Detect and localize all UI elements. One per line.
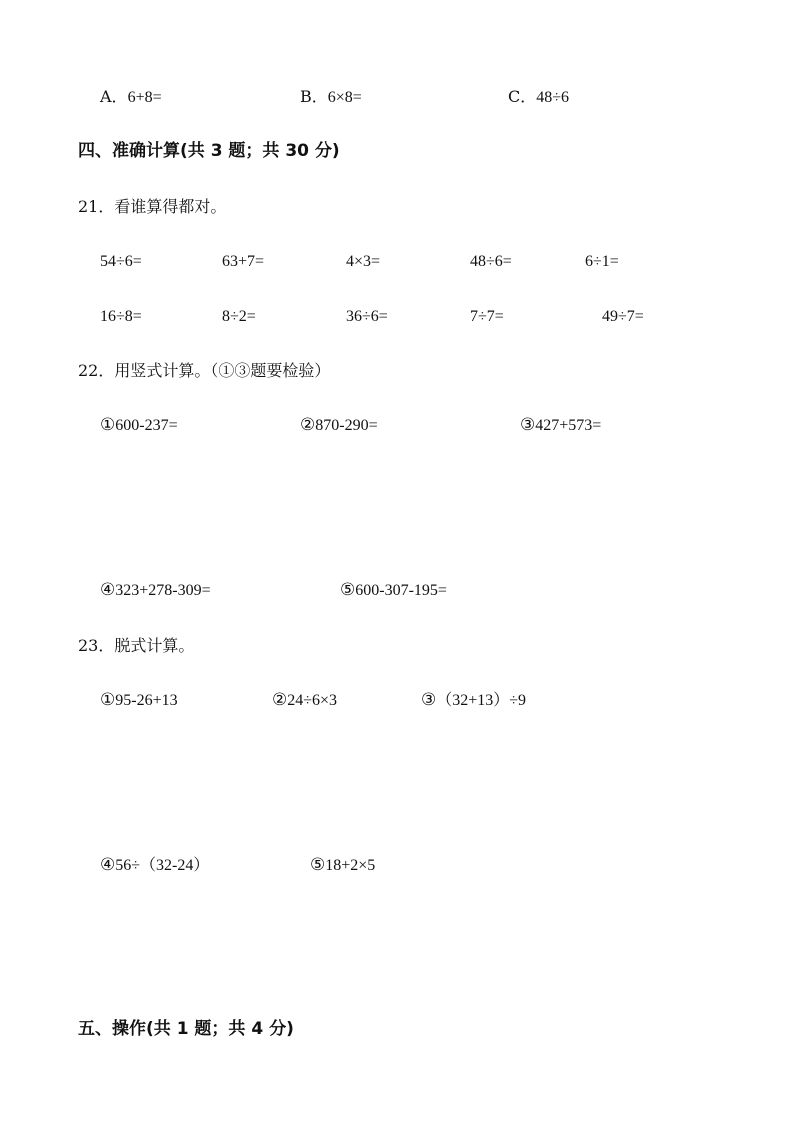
q23-problem-3: ③（32+13）÷9 xyxy=(421,690,527,710)
section-5-heading: 五、操作(共 1 题；共 4 分) xyxy=(78,1019,294,1039)
q23-problem-4: ④56÷（32-24） xyxy=(100,855,210,875)
q22-problem-5: ⑤600-307-195= xyxy=(340,580,447,600)
q21-problem: 63+7= xyxy=(222,253,265,270)
q21-problem: 36÷6= xyxy=(346,308,388,325)
option-b: B．6×8= xyxy=(300,87,362,106)
q22-problem-4: ④323+278-309= xyxy=(100,580,211,600)
q23-problem-2: ②24÷6×3 xyxy=(272,690,338,710)
q21-problem: 6÷1= xyxy=(585,253,619,270)
q23-problem-5: ⑤18+2×5 xyxy=(310,855,376,875)
q22-problem-2: ②870-290= xyxy=(300,415,378,435)
option-a: A．6+8= xyxy=(100,87,162,106)
q23-problem-1: ①95-26+13 xyxy=(100,690,178,710)
q21-problem: 54÷6= xyxy=(100,253,142,270)
q21-problem: 48÷6= xyxy=(470,253,512,270)
q21-problem: 16÷8= xyxy=(100,308,142,325)
q21-problem: 4×3= xyxy=(346,253,381,270)
q21-problem: 7÷7= xyxy=(470,308,504,325)
q22-problem-1: ①600-237= xyxy=(100,415,178,435)
option-c: C．48÷6 xyxy=(508,87,570,106)
q21-problem: 49÷7= xyxy=(602,308,644,325)
q21-problem: 8÷2= xyxy=(222,308,256,325)
question-23-title: 23．脱式计算。 xyxy=(78,636,195,655)
question-22-title: 22．用竖式计算。（①③题要检验） xyxy=(78,361,331,380)
question-21-title: 21．看谁算得都对。 xyxy=(78,197,227,216)
section-4-heading: 四、准确计算(共 3 题；共 30 分) xyxy=(78,141,340,161)
q22-problem-3: ③427+573= xyxy=(520,415,602,435)
